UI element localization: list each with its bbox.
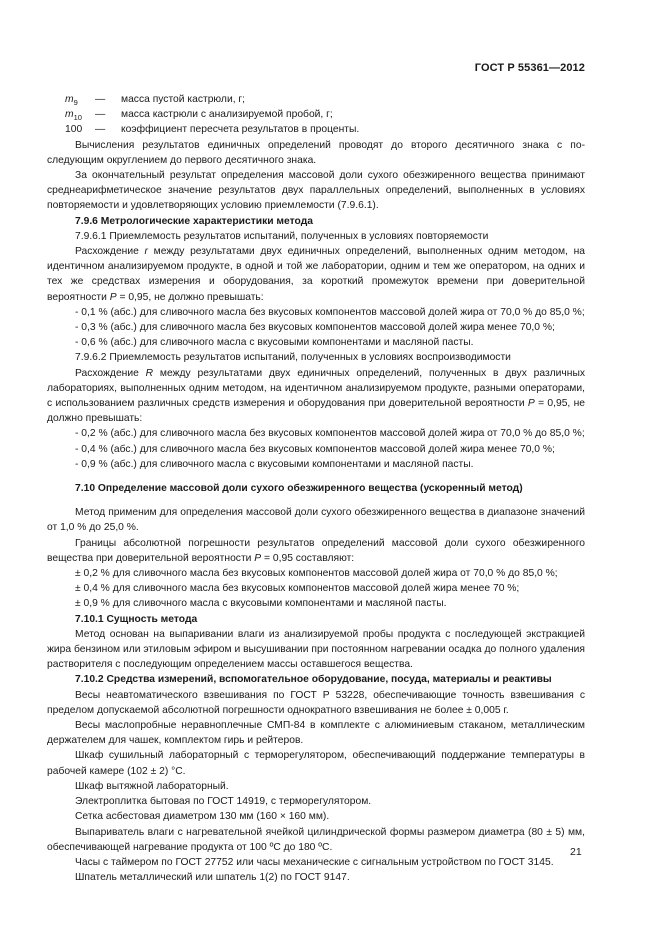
section-heading: 7.9.6 Метрологические характеристики метода [75, 215, 313, 227]
equipment-item: Шкаф сушильный лабораторный с терморегулятором, обеспечивающий поддержание температуры в рабочей камере (102 ± 2) °С. [47, 750, 585, 777]
equipment-item: Часы с таймером по ГОСТ 27752 или часы механические с сигнальным устройством по ГОСТ 3145. [75, 856, 554, 868]
page-number: 21 [570, 846, 582, 858]
list-item: - 0,2 % (абс.) для сливочного масла без вкусовых компонентов массовой долей жира от 70,0 % до 85,0 %; [75, 428, 585, 440]
variable-dash: — [95, 124, 106, 136]
equipment-item: Шпатель металлический или шпатель 1(2) по ГОСТ 9147. [75, 872, 350, 884]
subsection-heading: 7.9.6.2 Приемлемость результатов испытаний, полученных в условиях воспроизводимости [75, 352, 511, 364]
list-item: - 0,9 % (абс.) для сливочного масла с вкусовыми компонентами и масляной пасты. [75, 458, 474, 470]
page-content [47, 92, 585, 885]
paragraph: Вычисления результатов единичных определений проводят до второго десятичного знака с последующим округлением до первого десятичного знака. [47, 139, 585, 166]
list-item: ± 0,9 % для сливочного масла с вкусовыми компонентами и масляной пасты. [75, 598, 447, 610]
list-item: - 0,4 % (абс.) для сливочного масла без вкусовых компонентов массовой долей жира менее 70,0 %; [75, 443, 555, 455]
section-heading: 7.10.1 Сущность метода [75, 613, 198, 625]
equipment-item: Шкаф вытяжной лабораторный. [75, 780, 229, 792]
variable-dash: — [95, 94, 106, 105]
equipment-item: Электроплитка бытовая по ГОСТ 14919, с терморегулятором. [75, 796, 372, 808]
equipment-item: Весы маслопробные неравноплечные СМП-84 в комплекте с алюминиевым стаканом, металлическим держателем для чашек, комплектом гирь и рейтеров. [47, 720, 585, 747]
paragraph: Расхождение R между результатами двух единичных определений, полученных в двух различных лабораториях, выполненных одним методом, на идентичном анализируемом продукте, разными операторами, с использованием различных средств измерения и оборудования при доверительной вероятности P = 0,95, не должно превышать: [47, 367, 585, 425]
paragraph: Метод применим для определения массовой доли сухого обезжиренного вещества в диапазоне значений от 1,0 % до 25,0 %. [47, 507, 585, 534]
variable-list [65, 92, 585, 138]
variable-row [65, 107, 585, 122]
variable-description: масса пустой кастрюли, г; [121, 94, 246, 105]
list-item: - 0,1 % (абс.) для сливочного масла без вкусовых компонентов массовой долей жира от 70,0 % до 85,0 %; [75, 306, 585, 318]
list-item: - 0,3 % (абс.) для сливочного масла без вкусовых компонентов массовой долей жира менее 70,0 %; [75, 322, 555, 333]
variable-dash: — [95, 109, 106, 121]
variable-description: коэффициент пересчета результатов в проценты. [121, 124, 360, 136]
variable-symbol: 100 [65, 124, 83, 136]
paragraph: Метод основан на выпаривании влаги из анализируемой пробы продукта с последующей экстракцией жира бензином или этиловым эфиром и высушивании при постоянном нагревании осадка до полного удаления растворителя с последующим определением массы оставшегося вещества. [47, 628, 585, 671]
subsection-heading: 7.9.6.1 Приемлемость результатов испытаний, полученных в условиях повторяемости [75, 230, 489, 242]
list-item: ± 0,4 % для сливочного масла без вкусовых компонентов массовой долей жира менее 70 %; [75, 583, 520, 595]
equipment-item: Весы неавтоматического взвешивания по ГОСТ Р 53228, обеспечивающие точность взвешивания с пределом допускаемой абсолютной погрешности однократного взвешивания не более ± 0,005 г. [47, 689, 585, 716]
equipment-item: Сетка асбестовая диаметром 130 мм (160 × 160 мм). [75, 811, 330, 823]
variable-description: масса кастрюли с анализируемой пробой, г; [121, 109, 333, 121]
section-heading: 7.10 Определение массовой доли сухого обезжиренного вещества (ускоренный метод) [75, 483, 523, 495]
variable-symbol: $m_9$ [65, 94, 78, 108]
equipment-item: Выпариватель влаги с нагревательной ячейкой цилиндрической формы размером диаметра (80 ± 5) мм, обеспечивающей нагревание продукта от 100 ºС до 180 ºС. [47, 826, 585, 853]
variable-row [65, 122, 585, 137]
paragraph: Расхождение r между результатами двух единичных определений, выполненных одним методом, на идентичном анализируемом продукте, в одной и той же лаборатории, одним и тем же оператором, на одних и тех же средствах измерения и оборудования, за короткий промежуток времени при доверительной вероятности P = 0,95, не должно превышать: [47, 245, 585, 303]
paragraph: Границы абсолютной погрешности результатов определений массовой доли сухого обезжиренного вещества при доверительной вероятности P = 0,95 составляют: [47, 537, 585, 564]
variable-row [65, 92, 585, 107]
paragraph: За окончательный результат определения массовой доли сухого обезжиренного вещества принимают среднеарифметическое значение результатов двух параллельных определений, выполненных в условиях повторяемости и удовлетворяющих условию приемлемости (7.9.6.1). [47, 169, 585, 212]
section-heading: 7.10.2 Средства измерений, вспомогательное оборудование, посуда, материалы и реактивы [75, 674, 552, 686]
document-code: ГОСТ Р 55361—2012 [474, 62, 585, 74]
list-item: ± 0,2 % для сливочного масла без вкусовых компонентов массовой долей жира от 70,0 % до 85,0 %; [75, 568, 558, 580]
list-item: - 0,6 % (абс.) для сливочного масла с вкусовыми компонентами и масляной пасты. [75, 337, 474, 349]
variable-symbol: $m_{10}$ [65, 109, 82, 123]
